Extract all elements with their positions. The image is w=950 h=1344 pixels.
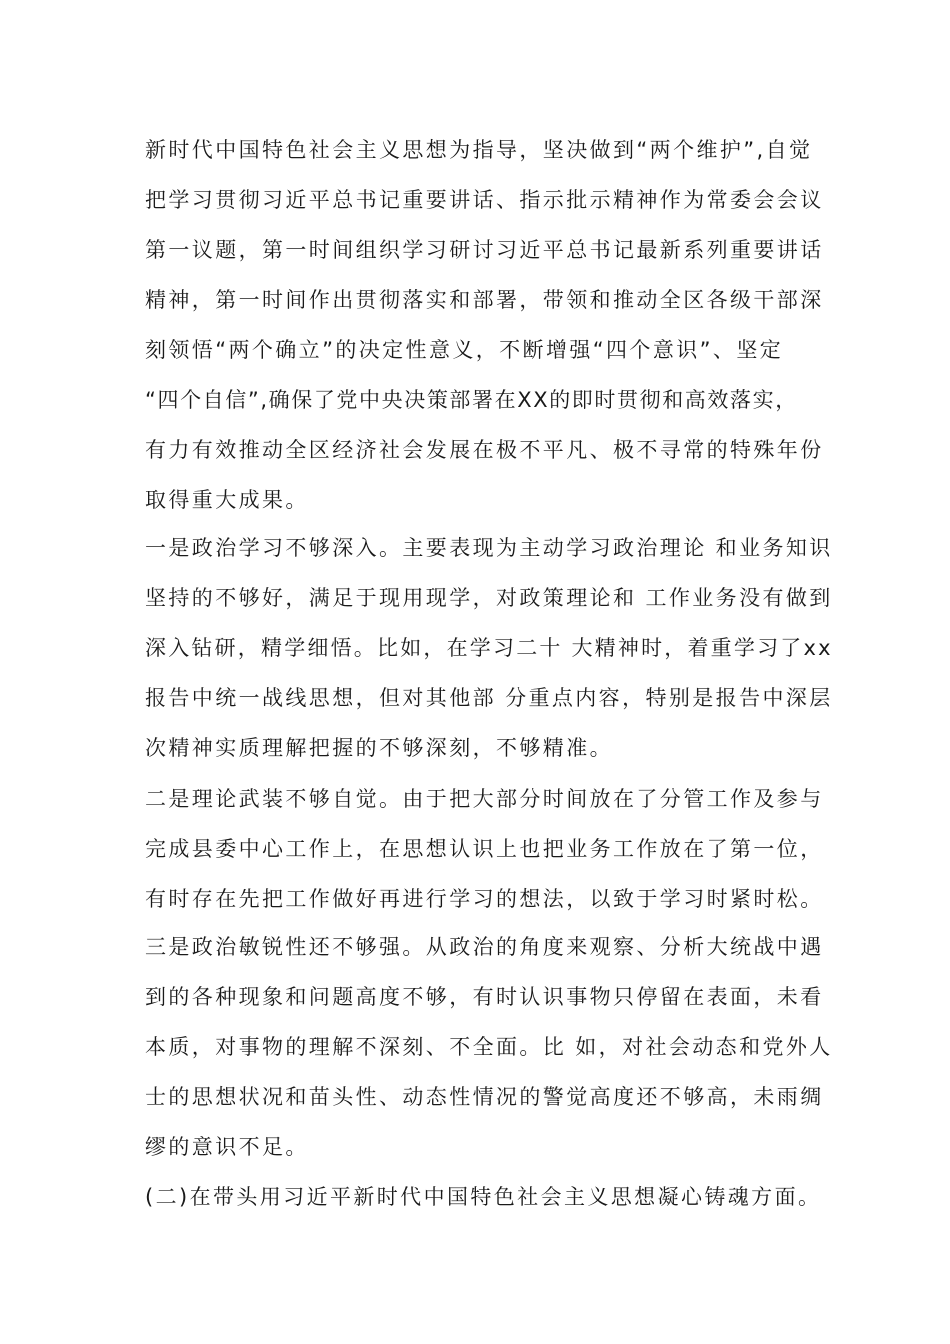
body-text-line: 刻领悟“两个确立”的决定性意义，不断增强“四个意识”、坚定 [145, 338, 784, 362]
body-text-line: 有时存在先把工作做好再进行学习的想法，以致于学习时紧时松。 [145, 887, 824, 911]
body-text-line: 到的各种现象和问题高度不够，有时认识事物只停留在表面，未看 [145, 985, 824, 1009]
body-text-line: 把学习贯彻习近平总书记重要讲话、指示批示精神作为常委会会议 [145, 188, 824, 212]
body-text-line: 深入钻研，精学细悟。比如，在学习二十 大精神时，着重学习了xx [145, 636, 833, 660]
body-text-line: 取得重大成果。 [145, 488, 309, 512]
body-text-line: “四个自信”,确保了党中央决策部署在XX的即时贯彻和高效落实， [145, 388, 798, 412]
body-text-line: 完成县委中心工作上，在思想认识上也把业务工作放在了第一位， [145, 837, 824, 861]
paragraph-first-line: 三是政治敏锐性还不够强。从政治的角度来观察、分析大统战中遇 [145, 935, 824, 959]
section-heading: (二)在带头用习近平新时代中国特色社会主义思想凝心铸魂方面。 [145, 1185, 822, 1209]
body-text-line: 精神，第一时间作出贯彻落实和部署，带领和推动全区各级干部深 [145, 288, 824, 312]
body-text-line: 缪的意识不足。 [145, 1135, 309, 1159]
body-text-line: 第一议题，第一时间组织学习研讨习近平总书记最新系列重要讲话 [145, 238, 824, 262]
body-text-line: 士的思想状况和苗头性、动态性情况的警觉高度还不够高，未雨绸 [145, 1085, 824, 1109]
body-text-line: 报告中统一战线思想，但对其他部 分重点内容，特别是报告中深层 [145, 686, 833, 710]
body-text-line: 新时代中国特色社会主义思想为指导，坚决做到“两个维护”,自觉 [145, 138, 813, 162]
paragraph-first-line: 二是理论武装不够自觉。由于把大部分时间放在了分管工作及参与 [145, 787, 824, 811]
body-text-line: 有力有效推动全区经济社会发展在极不平凡、极不寻常的特殊年份 [145, 438, 824, 462]
paragraph-first-line: 一是政治学习不够深入。主要表现为主动学习政治理论 和业务知识 [145, 536, 833, 560]
body-text-line: 坚持的不够好，满足于现用现学，对政策理论和 工作业务没有做到 [145, 586, 833, 610]
body-text-line: 次精神实质理解把握的不够深刻，不够精准。 [145, 736, 613, 760]
body-text-line: 本质，对事物的理解不深刻、不全面。比 如，对社会动态和党外人 [145, 1035, 833, 1059]
